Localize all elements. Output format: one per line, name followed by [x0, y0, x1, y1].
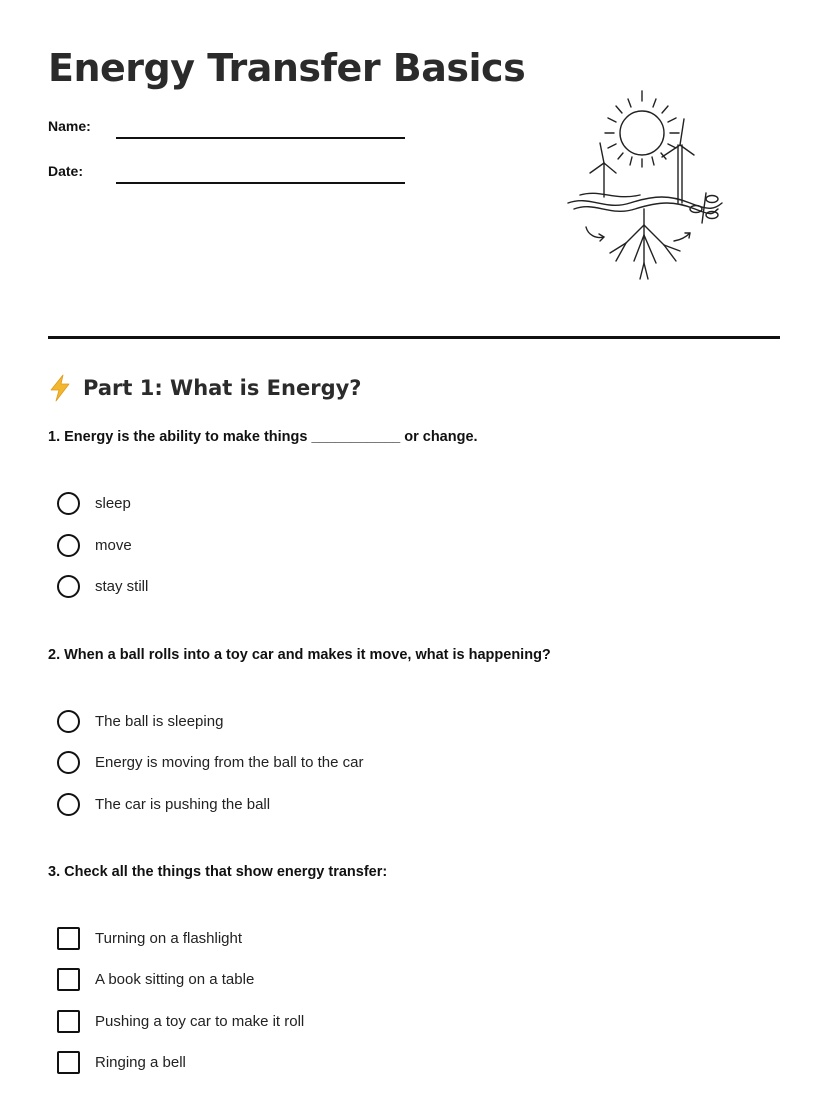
radio-button[interactable]: [57, 793, 80, 816]
q3-option-4[interactable]: [57, 1049, 186, 1075]
radio-button[interactable]: [57, 575, 80, 598]
option-label: Ringing a bell: [95, 1053, 186, 1071]
option-label: The car is pushing the ball: [95, 795, 271, 813]
lightning-bolt-icon: [48, 374, 72, 402]
q1-option-stay-still[interactable]: [57, 573, 148, 599]
checkbox[interactable]: [57, 1051, 80, 1074]
radio-button[interactable]: [57, 534, 80, 557]
q3-option-1[interactable]: [57, 925, 242, 951]
question-2: 2. When a ball rolls into a toy car and makes it move, what is happening?: [48, 647, 551, 663]
q2-option-2[interactable]: [57, 749, 363, 775]
option-label: Energy is moving from the ball to the car: [95, 753, 364, 771]
checkbox[interactable]: [57, 968, 80, 991]
date-label: Date:: [48, 163, 84, 179]
question-3: 3. Check all the things that show energy transfer:: [48, 864, 388, 880]
option-label: A book sitting on a table: [95, 970, 255, 988]
option-label: sleep: [95, 494, 131, 512]
page-title: Energy Transfer Basics: [48, 46, 526, 90]
section-title: Part 1: What is Energy?: [83, 376, 362, 400]
q2-option-1[interactable]: [57, 708, 223, 734]
option-label: Turning on a flashlight: [95, 929, 243, 947]
radio-button[interactable]: [57, 751, 80, 774]
q2-option-3[interactable]: [57, 791, 270, 817]
section-heading: [48, 374, 361, 402]
question-1: 1. Energy is the ability to make things ___________ or change.: [48, 429, 478, 445]
radio-button[interactable]: [57, 710, 80, 733]
name-label: Name:: [48, 118, 91, 134]
q3-option-2[interactable]: [57, 966, 254, 992]
checkbox[interactable]: [57, 1010, 80, 1033]
radio-button[interactable]: [57, 492, 80, 515]
option-label: move: [95, 536, 132, 554]
name-input-line[interactable]: [116, 137, 405, 139]
option-label: stay still: [95, 577, 149, 595]
q3-option-3[interactable]: [57, 1008, 304, 1034]
q1-option-sleep[interactable]: [57, 490, 131, 516]
date-input-line[interactable]: [116, 182, 405, 184]
section-divider: [48, 336, 780, 339]
option-label: The ball is sleeping: [95, 712, 224, 730]
sun-windmill-plant-icon: [560, 85, 730, 285]
checkbox[interactable]: [57, 927, 80, 950]
option-label: Pushing a toy car to make it roll: [95, 1012, 305, 1030]
q1-option-move[interactable]: [57, 532, 132, 558]
